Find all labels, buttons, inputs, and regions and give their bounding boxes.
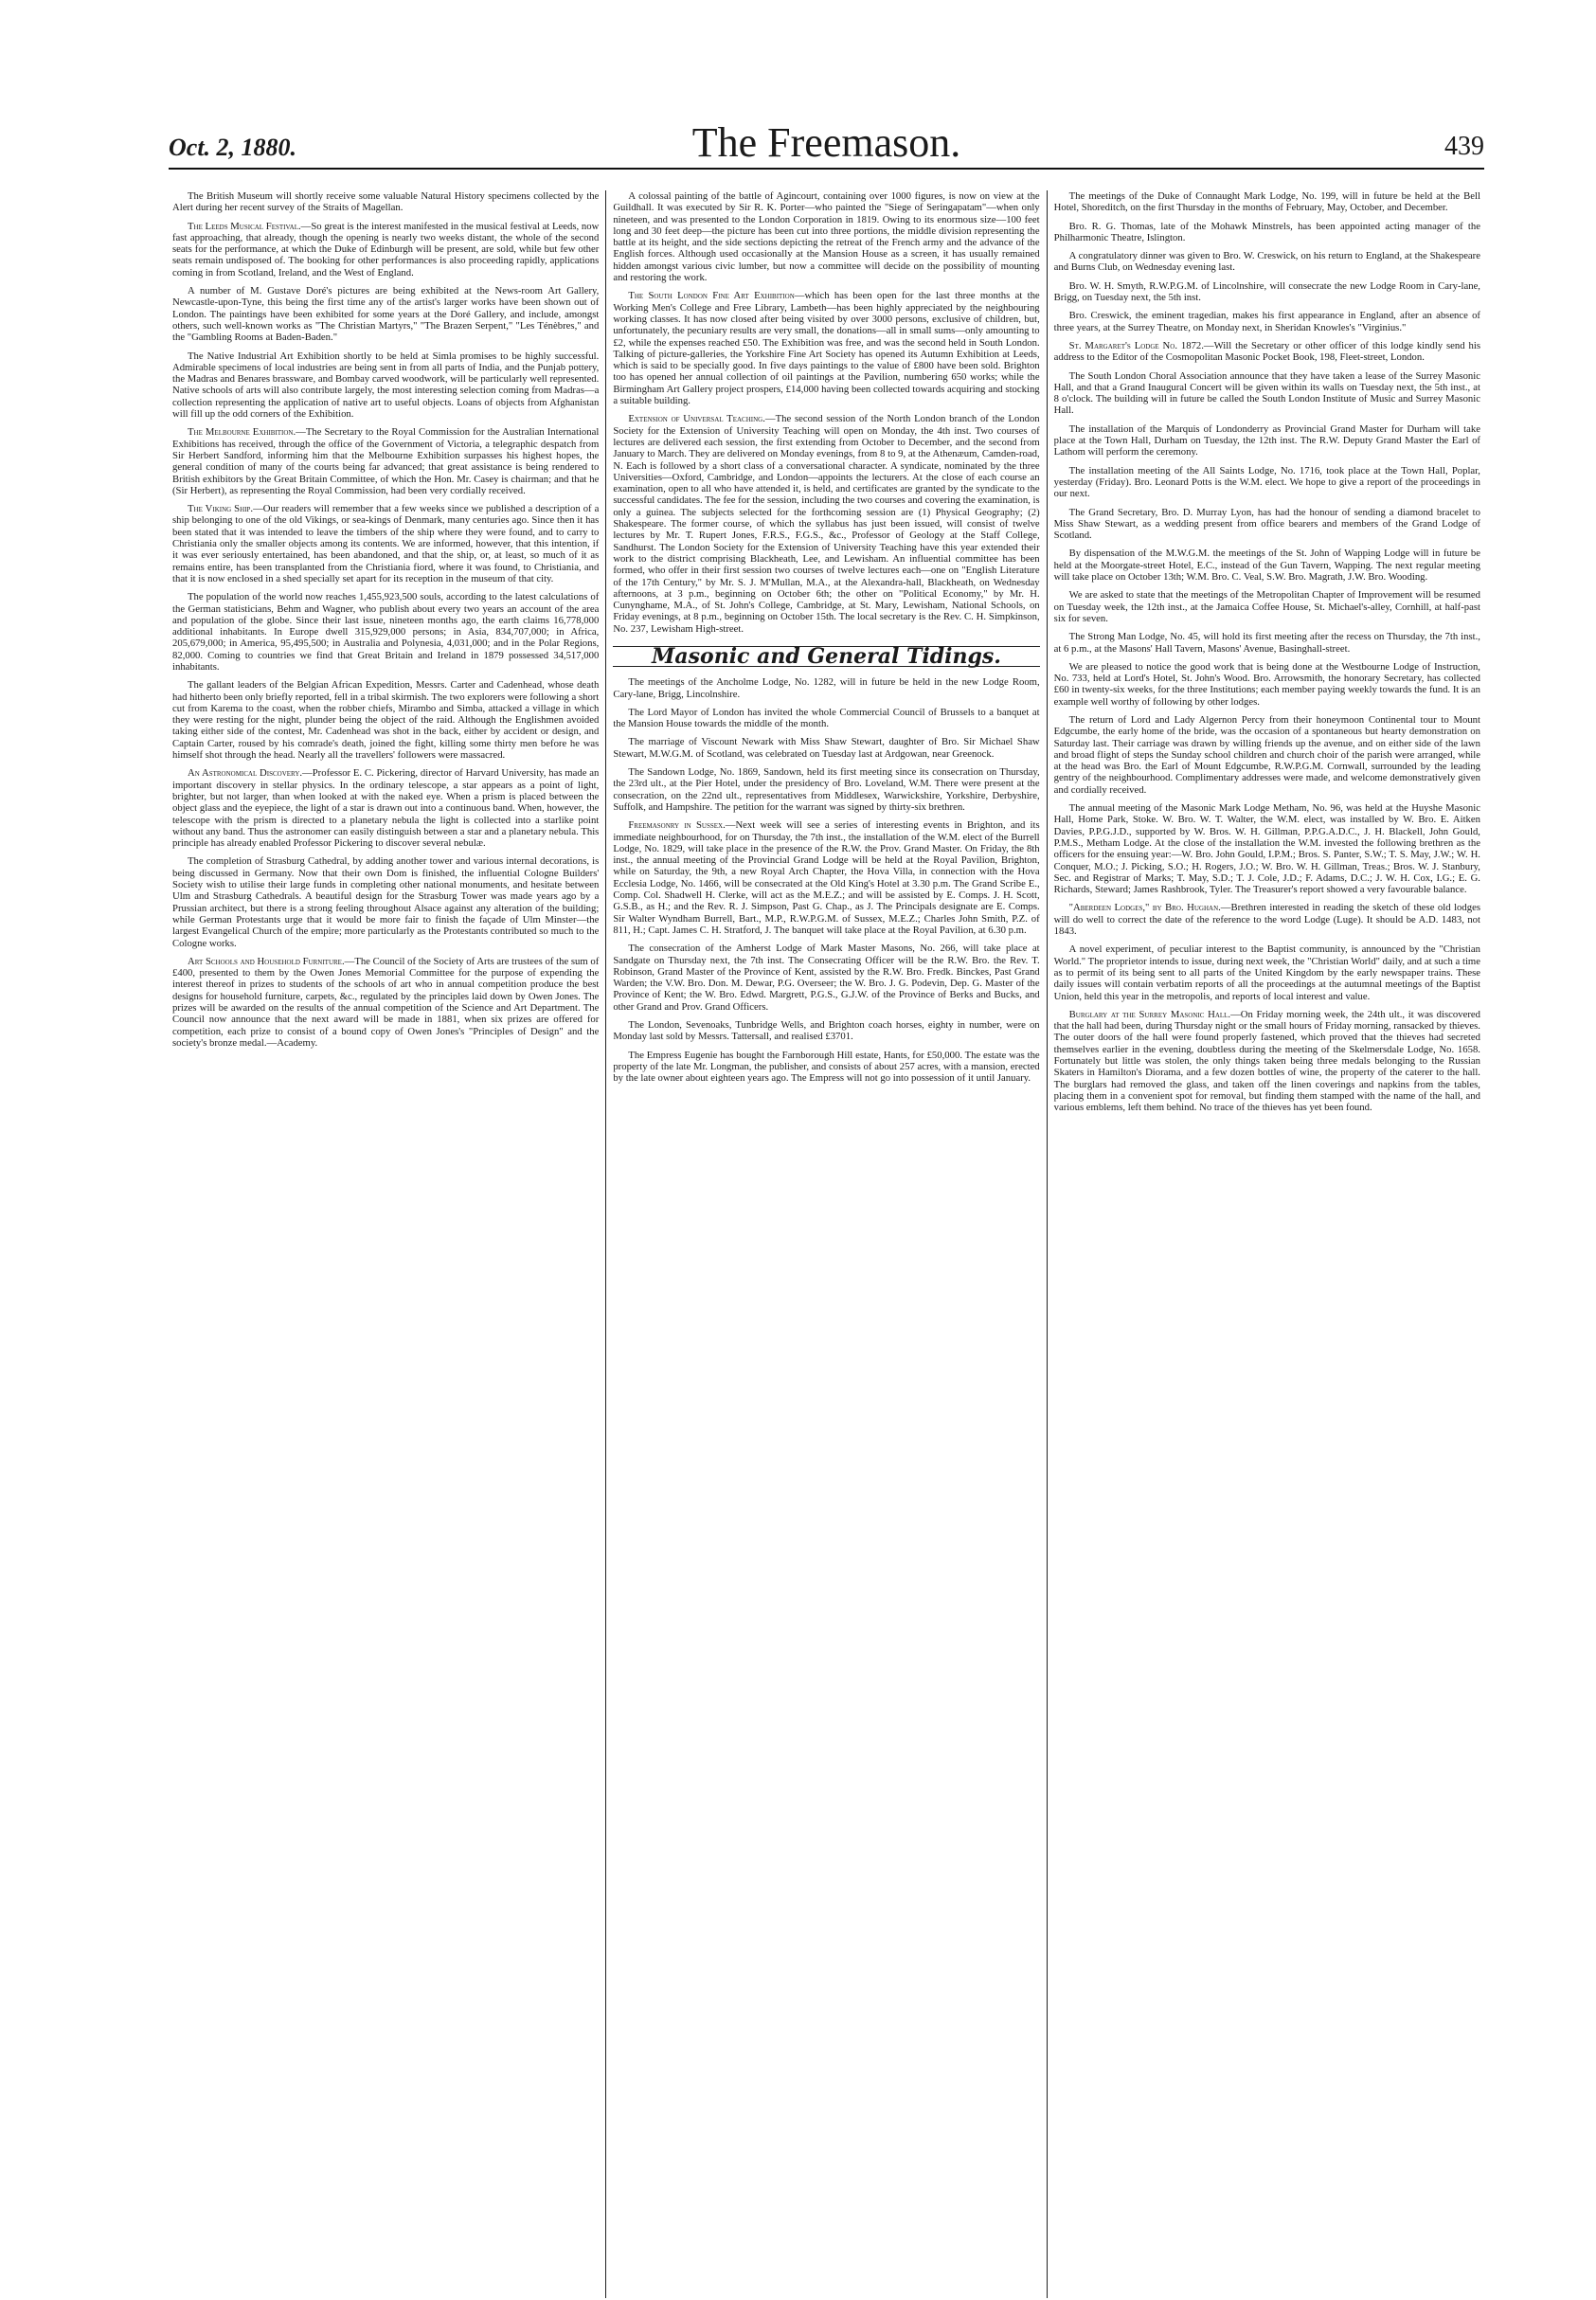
article-text: Professor E. C. Pickering, director of Harvard University, has made an important discovery in stellar physics. In the ordinary telescope, a star appears as a point of light, brighter, but not larger, than when looked at with the naked eye. When a prism is placed between the object glass and the eyepiece, the light of a star is drawn out into a continuous band. When, however, the telescope with the prism is directed to a planetary nebula the light is collected into a starlike point without any band. Thus the astronomer can easily distinguish between a star and a planetary nebula. This principle has already enabled Professor Pickering to discover several nebulæ. (172, 767, 600, 850)
article-text: The Strong Man Lodge, No. 45, will hold its first meeting after the recess on Thursday, the 7th inst., at 6 p.m., at the Masons' Hall Tavern, Masons' Avenue, Basinghall-street. (1053, 631, 1480, 655)
column-2 (609, 190, 1043, 2298)
article-text: The London, Sevenoaks, Tunbridge Wells, and Brighton coach horses, eighty in number, were on Monday last sold by Messrs. Tattersall, and realised £3701. (613, 1019, 1040, 1043)
article-text: A colossal painting of the battle of Agincourt, containing over 1000 figures, is now on view at the Guildhall. It was executed by Sir R. K. Porter—who painted the "Siege of Seringapatam"—when only nineteen, and was presented to the London Corporation in 1819. Owing to its enormous size—100 feet long and 30 feet deep—the picture has been cut into three portions, the middle division representing the battle at its height, and the side sections depicting the retreat of the French army and the advance of the English forces. Although used occasionally at the Mansion House as a screen, it has usually remained hidden amongst various civic lumber, but now a committee will decide on the possibility of mounting and restoring the work. (613, 190, 1040, 284)
article-paragraph (613, 413, 1039, 635)
article-paragraph (1054, 340, 1480, 364)
article-paragraph (613, 290, 1039, 406)
article-paragraph (172, 503, 599, 584)
column-divider (1047, 190, 1048, 2298)
article-paragraph (172, 767, 599, 849)
article-text: So great is the interest manifested in the musical festival at Leeds, now fast approaching, that already, though the opening is nearly two weeks distant, the whole of the second seats for the performance, at which the Duke of Edinburgh will be present, are sold, while but few other seats remain undisposed of. The booking for other performances is also proceeding rapidly, applications coming in from Scotland, Ireland, and the West of England. (172, 220, 600, 279)
section-heading: Masonic and General Tidings. (613, 646, 1039, 667)
article-text: A number of M. Gustave Doré's pictures are being exhibited at the News-room Art Gallery, Newcastle-upon-Tyne, this being the first time any of the artist's larger works have been shown out of London. The paintings have been exhibited for some years at the Doré Gallery, and include, amongst others, such well-known works as "The Christian Martyrs," "The Brazen Serpent," "Les Ténèbres," and the "Gambling Rooms at Baden-Baden." (172, 285, 600, 344)
article-paragraph (613, 1050, 1039, 1085)
article-text: The second session of the North London branch of the London Society for the Extension of University Teaching will open on Monday, the 4th inst. Two courses of lectures are delivered each session, the first extending from October to December, and the second from January to March. They are delivered on Monday evenings, from 8 to 9, at the Athenæum, Camden-road, N. Each is followed by a short class of a conversational character. A syndicate, nominated by the three Universities—Oxford, Cambridge, and London—appoints the lecturers. At the close of each course an examination, open to all who have attended it, is held, and certificates are granted by the syndicate to the successful candidates. The fee for the session, including the two courses and covering the examination, is only a guinea. The subjects selected for the forthcoming session are (1) Physical Geography; (2) Shakespeare. The former course, of which the syllabus has just been issued, will consist of twelve lectures by Mr. T. Rupert Jones, F.R.S., F.G.S., &c., Professor of Geology at the Staff College, Sandhurst. The London Society for the Extension of University Teaching have this year extended their work to the district comprising Blackheath, Lee, and Lewisham. An influential committee has been formed, who offer in their first session two courses of twelve lectures each—one on "English Literature of the 17th Century," by Mr. S. J. M'Mullan, M.A., at the Alexandra-hall, Blackheath, on Wednesday afternoons, at 3 p.m., beginning on October 6th; the other on "Political Economy," by Mr. H. Cunynghame, M.A., of St. John's College, Cambridge, at St. Mary, Lewisham, National Schools, on Friday evenings, at 8 p.m., beginning on October 15th. The local secretary is the Rev. C. H. Simpkinson, No. 237, Lewisham High-street. (613, 413, 1040, 635)
article-text: —On Friday morning week, the 24th ult., it was discovered that the hall had been, during Thursday night or the small hours of Friday morning, ransacked by thieves. The outer doors of the hall were found properly fastened, which proved that the thieves had secreted themselves earlier in the evening, doubtless during the meeting of the Skelmersdale Lodge, No. 1658. Fortunately but little was stolen, the only things taken being three medals belonging to the Russian Skaters in Hamilton's Diorama, and a few dozen bottles of wine, the property of the caterer to the hall. The burglars had removed the glass, and taken off the linen coverings and napkins from the tables, placing them in a convenient spot for removal, but finding them stamped with the name of the hall, and various emblems, left them behind. No trace of the thieves has yet been found. (1053, 1008, 1480, 1114)
article-paragraph (613, 736, 1039, 760)
article-text: —The Council of the Society of Arts are trustees of the sum of £400, presented to them by the Owen Jones Memorial Committee for the purpose of expending the interest thereof in prizes to students of the schools of art who in annual competition produce the best designs for household furniture, carpets, &c., regulated by the principles laid down by Owen Jones. The prizes will be awarded on the results of the annual competition of the Science and Art Department. The Council now announce that the next award will be made in 1881, when six prizes are offered for competition, each prize to consist of a bound copy of Owen Jones's "Principles of Design" and the society's bronze medal.—Academy. (172, 955, 600, 1049)
article-text: Our readers will remember that a few weeks since we published a description of a ship belonging to one of the old Vikings, or sea-kings of Denmark, many centuries ago. Since then it has been stated that it was intended to leave the timbers of the ship where they were found, and to carry to Christiania only the smaller objects among its contents. We are informed, however, that this intention, if it was ever seriously entertained, has been abandoned, and that the ship, or, at least, so much of it as remains entire, has been transplanted from the Christiania fiord, where it was found, to Christiania, and that it is now enclosed in a shed specially set apart for its reception in the museum of that city. (172, 503, 600, 584)
article-text: The installation of the Marquis of Londonderry as Provincial Grand Master for Durham will take place at the Town Hall, Durham on Tuesday, the 12th inst. The R.W. Deputy Grand Master the Earl of Lathom will perform the ceremony. (1053, 422, 1480, 458)
article-heading: St. Margaret's Lodge No. 1872.— (1068, 339, 1214, 351)
masthead (169, 118, 1484, 170)
article-text: The Empress Eugenie has bought the Farnborough Hill estate, Hants, for £50,000. The estate was the property of the late Mr. Longman, the publisher, and consists of about 257 acres, with a mansion, erected by the late owner about eighteen years ago. The Empress will not go into possession of it until January. (613, 1049, 1040, 1085)
article-paragraph (613, 766, 1039, 813)
article-text: The gallant leaders of the Belgian African Expedition, Messrs. Carter and Cadenhead, whose death had hitherto been only briefly reported, fell in a tribal skirmish. The two explorers were following a short cut from Karema to the coast, when the robber chiefs, Mirambo and Simba, attacked a village in which they were resting for the night, plunder being the object of the raid. Although the Englishmen avoided taking either side of the contest, Mr. Cadenhead was shot in the back, either by accident or design, and Captain Carter, roused by his comrade's death, joined the fight, killing some thirty men before he was himself shot through the head. Nearly all the travellers' followers were massacred. (172, 679, 600, 762)
article-heading: "Aberdeen Lodges," by Bro. Hughan.— (1068, 902, 1231, 914)
article-text: A novel experiment, of peculiar interest to the Baptist community, is announced by the "Christian World." The proprietor intends to issue, during next week, the "Christian World" daily, and at such a time as to permit of its being sent to all parts of the United Kingdom by the early newspaper trains. These daily issues will contain verbatim reports of all the proceedings at the autumnal meetings of the Baptist Union, held this year in the metropolis, and reports of local interest and value. (1053, 943, 1480, 1002)
article-text: We are asked to state that the meetings of the Metropolitan Chapter of Improvement will be resumed on Tuesday week, the 12th inst., at the Jamaica Coffee House, St. Michael's-alley, Cornhill, at half-past six for seven. (1053, 589, 1480, 624)
article-text: The installation meeting of the All Saints Lodge, No. 1716, took place at the Town Hall, Poplar, yesterday (Friday). Bro. Leonard Potts is the W.M. elect. We hope to give a report of the proceedings in our next. (1053, 464, 1480, 500)
article-paragraph (1054, 548, 1480, 583)
article-heading: The Viking Ship.— (188, 503, 263, 515)
article-text: The meetings of the Ancholme Lodge, No. 1282, will in future be held in the new Lodge Room, Cary-lane, Brigg, Lincolnshire. (613, 676, 1040, 700)
article-text: The meetings of the Duke of Connaught Mark Lodge, No. 199, will in future be held at the Bell Hotel, Shoreditch, on the first Thursday in the months of February, May, October, and December. (1053, 190, 1480, 214)
article-text: Bro. R. G. Thomas, late of the Mohawk Minstrels, has been appointed acting manager of the Philharmonic Theatre, Islington. (1053, 220, 1480, 243)
article-paragraph (1054, 465, 1480, 500)
article-paragraph (613, 819, 1039, 936)
article-text: —which has been open for the last three months at the Working Men's College and Free Library, Lambeth—has been highly appreciated by the neighbouring working classes. It has now closed after being visited by over 3000 persons, exclusive of children, but, unfortunately, the pecuniary results are very small, the donations—all in small sums—only amounting to £2, while the expenses reached £50. The Exhibition was free, and was the second held in South London. Talking of picture-galleries, the Yorkshire Fine Art Society has opened its Autumn Exhibition at Leeds, which is said to be specially good. In five days paintings to the value of £800 have been sold. Brighton too has opened her annual collection of oil paintings at the Pavilion, numbering 650 works; while the Birmingham Art Gallery project prospers, £14,000 having been collected towards acquiring and stocking a suitable building. (613, 290, 1040, 407)
article-paragraph (172, 679, 599, 761)
article-text: The Secretary to the Royal Commission for the Australian International Exhibitions has received, through the office of the Government of Victoria, a telegraphic despatch from Sir Herbert Sandford, informing him that the Melbourne Exhibition surpasses his highest hopes, the general condition of many of the courts being far advanced; that great assistance is being rendered to British exhibitors by the Great Britain Committee, of which the Hon. Mr. Casey is chairman; and that he (Sir Herbert), as representing the Royal Commission, had been very cordially received. (172, 426, 600, 496)
article-text: The marriage of Viscount Newark with Miss Shaw Stewart, daughter of Bro. Sir Michael Shaw Stewart, M.W.G.M. of Scotland, was celebrated on Tuesday last at Ardgowan, near Greenock. (613, 736, 1040, 760)
article-paragraph (1054, 250, 1480, 274)
article-text: By dispensation of the M.W.G.M. the meetings of the St. John of Wapping Lodge will in future be held at the Moorgate-street Hotel, E.C., instead of the Gun Tavern, Wapping. The next regular meeting will take place on October 13th; W.M. Bro. C. Veal, S.W. Bro. Magrath, J.W. Bro. Wooding. (1053, 548, 1480, 584)
article-paragraph (1054, 902, 1480, 937)
article-text: The completion of Strasburg Cathedral, by adding another tower and various internal decorations, is being discussed in Germany. Now that their own Dom is finished, the influential Cologne Builders' Society wish to utilise their large funds in completing other national monuments, and hesitate between Ulm and Strasburg Cathedrals. A beautiful design for the Strasburg Tower was made years ago by a Prussian architect, but there is a strong feeling throughout Alsace against any alteration of the building; while German Protestants urge that it would be more fair to finish the façade of Ulm Minster—the largest Evangelical Church of the empire; more particularly as the Protestants contributed so much to the Cologne works. (172, 855, 600, 949)
article-paragraph (172, 591, 599, 673)
article-paragraph (613, 676, 1039, 700)
article-text: Brethren interested in reading the sketch of these old lodges will do well to correct the date of the reference to the word Lodge (Luge). It should be A.D. 1483, not 1843. (1053, 902, 1480, 938)
article-heading: Art Schools and Household Furniture. (188, 955, 345, 967)
article-paragraph (172, 426, 599, 496)
article-paragraph (172, 221, 599, 279)
article-text: The South London Choral Association announce that they have taken a lease of the Surrey Masonic Hall, and that a Grand Inaugural Concert will be given within its walls on Tuesday next, the 5th inst., at 8 o'clock. The building will in future be called the South London Institute of Music and Surrey Masonic Hall. (1053, 369, 1480, 417)
article-paragraph (172, 956, 599, 1049)
article-paragraph (1054, 507, 1480, 542)
article-text: A congratulatory dinner was given to Bro. W. Creswick, on his return to England, at the Shakespeare and Burns Club, on Wednesday evening last. (1053, 250, 1480, 274)
article-paragraph (172, 285, 599, 343)
article-text: The annual meeting of the Masonic Mark Lodge Metham, No. 96, was held at the Huyshe Masonic Hall, Home Park, Stoke. W. Bro. W. T. Walter, the W.M. elect, was installed by W. Bro. E. Aitken Davies, P.P.G.J.D., supported by W. Bros. W. H. Gillman, P.P.G.A.D.C., J. H. Blackell, John Gould, P.M.S., Metham Lodge. At the close of the installation the W.M. invested the following brethren as the officers for the ensuing year:—W. Bro. John Gould, I.P.M.; Bros. S. Panter, S.W.; T. S. May, J.W.; W. H. Conquer, M.O.; J. Picking, S.O.; H. Rogers, J.O.; W. Bro. W. H. Gillman, Treas.; Bros. W. J. Stanbury, Sec. and Registrar of Marks; T. May, S.D.; T. J. Cole, J.D.; F. Adams, D.C.; J. W. H. Cox, I.G.; E. G. Richards, Steward; James Rashbrook, Tyler. The Treasurer's report showed a very favourable balance. (1053, 802, 1480, 896)
article-text: Next week will see a series of interesting events in Brighton, and its immediate neighbourhood, for on Thursday, the 7th inst., the installation of the W.M. elect of the Burrell Lodge, No. 1829, will take place in the presence of the R.W. the Prov. Grand Master. On Friday, the 8th inst., the annual meeting of the Provincial Grand Lodge will be held at the Royal Pavilion, Brighton, while on Saturday, the 9th, a new Royal Arch Chapter, the Hova Villa, in connection with the Hova Ecclesia Lodge, No. 1466, will be consecrated at the Old King's Hotel at 3.30 p.m. The Grand Scribe E., Comp. Col. Shadwell H. Clerke, will act as the M.E.Z.; and will be assisted by E. Comps. J. H. Scott, G.S.B., as H.; and the Rev. R. J. Simpson, Past G. Chap., as J. The Principals designate are E. Comps. Sir Walter Wyndham Burrell, Bart., M.P., R.W.P.G.M. of Sussex, M.E.Z.; Charles John Smith, P.Z. of 811, H.; Capt. James C. H. Stratford, J. The banquet will take place at the Royal Pavilion, at 6.30 p.m. (613, 819, 1040, 936)
article-text: Will the Secretary or other officer of this lodge kindly send his address to the Editor of the Cosmopolitan Masonic Pocket Book, 198, Fleet-street, London. (1053, 339, 1480, 364)
article-heading: Freemasonry in Sussex.— (628, 819, 736, 832)
article-text: The Grand Secretary, Bro. D. Murray Lyon, has had the honour of sending a diamond bracelet to Miss Shaw Stewart, as a wedding present from office bearers and members of the Grand Lodge of Scotland. (1053, 506, 1480, 542)
column-divider (605, 190, 606, 2298)
article-paragraph (1054, 661, 1480, 708)
newspaper-title: The Freemason. (691, 119, 961, 166)
article-heading: Extension of Universal Teaching.— (628, 413, 776, 425)
article-paragraph (613, 190, 1039, 283)
article-paragraph (1054, 589, 1480, 624)
article-paragraph (613, 943, 1039, 1013)
column-1 (169, 190, 602, 2298)
article-paragraph (172, 190, 599, 214)
article-paragraph (1054, 310, 1480, 333)
article-paragraph (1054, 714, 1480, 796)
article-text: The Lord Mayor of London has invited the whole Commercial Council of Brussels to a banquet at the Mansion House towards the middle of the month. (613, 706, 1040, 730)
article-paragraph (1054, 943, 1480, 1001)
article-text: The consecration of the Amherst Lodge of Mark Master Masons, No. 266, will take place at Sandgate on Thursday next, the 7th inst. The Consecrating Officer will be the R.W. Bro. the Rev. T. Robinson, Grand Master of the Province of Kent, assisted by the R.W. Bro. Fredk. Binckes, Past Grand Warden; the V.W. Bro. Don. M. Dewar, P.G. Overseer; the W. Bro. J. G. Podevin, Dep. G. Master of the Province of Kent; the W. Bro. Edwd. Margrett, P.G.S., G.J.W. of the Province of Berks and Bucks, and other Grand and Prov. Grand Officers. (613, 943, 1040, 1013)
column-3 (1050, 190, 1484, 2298)
article-heading: The South London Fine Art Exhibition (628, 290, 795, 302)
columns (169, 190, 1484, 2298)
issue-date: Oct. 2, 1880. (169, 134, 297, 161)
article-paragraph (1054, 423, 1480, 458)
article-paragraph (1054, 221, 1480, 244)
article-text: The Native Industrial Art Exhibition shortly to be held at Simla promises to be highly successful. Admirable specimens of local industries are being sent in from all parts of India, and the Punjab pottery, the Madras and Benares brassware, and Bombay carved woodwork, will be particularly well represented. Native schools of arts will also contribute largely, the most interesting selection coming from Madras—a collection representing the application of native art to useful objects. Loans of objects from Afghanistan will fill up the odd corners of the Exhibition. (172, 350, 600, 421)
article-paragraph (172, 350, 599, 421)
article-heading: Burglary at the Surrey Masonic Hall. (1068, 1008, 1231, 1020)
article-paragraph (1054, 370, 1480, 417)
article-text: Bro. W. H. Smyth, R.W.P.G.M. of Lincolnshire, will consecrate the new Lodge Room in Cary-lane, Brigg, on Tuesday next, the 5th inst. (1053, 279, 1480, 304)
article-text: The Sandown Lodge, No. 1869, Sandown, held its first meeting since its consecration on Thursday, the 23rd ult., at the Pier Hotel, under the presidency of Bro. Loveland, W.M. There were present at the consecration, on the 22nd ult., representatives from Middlesex, Warwickshire, Yorkshire, Derbyshire, Suffolk, and Hampshire. The petition for the warrant was signed by thirty-six brethren. (613, 766, 1040, 813)
article-paragraph (613, 1019, 1039, 1043)
article-paragraph (1054, 280, 1480, 304)
page-number: 439 (1444, 132, 1484, 161)
article-text: We are pleased to notice the good work that is being done at the Westbourne Lodge of Instruction, No. 733, held at Lord's Hotel, St. John's Wood. Bro. Arrowsmith, the honorary Secretary, has collected £60 in twenty-six weeks, for the three Institutions; each member paying weekly towards the fund. It is an example well worthy of following by other lodges. (1053, 660, 1480, 708)
article-heading: The Melbourne Exhibition.— (188, 426, 306, 439)
article-text: The return of Lord and Lady Algernon Percy from their honeymoon Continental tour to Mount Edgcumbe, the early home of the bride, was the occasion of a spontaneous but hearty demonstration on Saturday last. Their carriage was drawn by willing friends up the avenue, and on either side of the lawn and broad flight of steps the Sunday school children and church choir of the parish were arranged, while at the head was Bro. the Earl of Mount Edgcumbe, R.W.P.G.M. Cornwall, surrounded by the leading gentry of the neighbourhood. Complimentary addresses were made, and welcome demonstratively given and cordially received. (1053, 713, 1480, 796)
article-paragraph (613, 707, 1039, 730)
article-paragraph (1054, 190, 1480, 214)
article-paragraph (1054, 802, 1480, 895)
article-paragraph (172, 855, 599, 948)
article-text: Bro. Creswick, the eminent tragedian, makes his first appearance in England, after an absence of three years, at the Surrey Theatre, on Monday next, in Sheridan Knowles's "Virginius." (1053, 310, 1480, 333)
article-heading: The Leeds Musical Festival.— (188, 220, 312, 232)
article-text: The population of the world now reaches 1,455,923,500 souls, according to the latest calculations of the German statisticians, Behm and Wagner, who publish about every two years an account of the area and population of the globe. Since their last issue, nineteen months ago, the earth claims 16,778,000 additional inhabitants. In Europe dwell 315,929,000 persons; in Asia, 834,707,000; in Africa, 205,679,000; in America, 95,495,500; in Australia and Polynesia, 4,031,000; and in the Polar Regions, 82,000. Coming to countries we find that Great Britain and Ireland in 1879 possessed 34,517,000 inhabitants. (172, 591, 600, 673)
article-text: The British Museum will shortly receive some valuable Natural History specimens collected by the Alert during her recent survey of the Straits of Magellan. (172, 190, 600, 214)
article-paragraph (1054, 1009, 1480, 1114)
column-2-upper (613, 190, 1039, 635)
article-heading: An Astronomical Discovery.— (188, 767, 313, 780)
column-2-lower (613, 676, 1039, 1084)
article-paragraph (1054, 631, 1480, 655)
